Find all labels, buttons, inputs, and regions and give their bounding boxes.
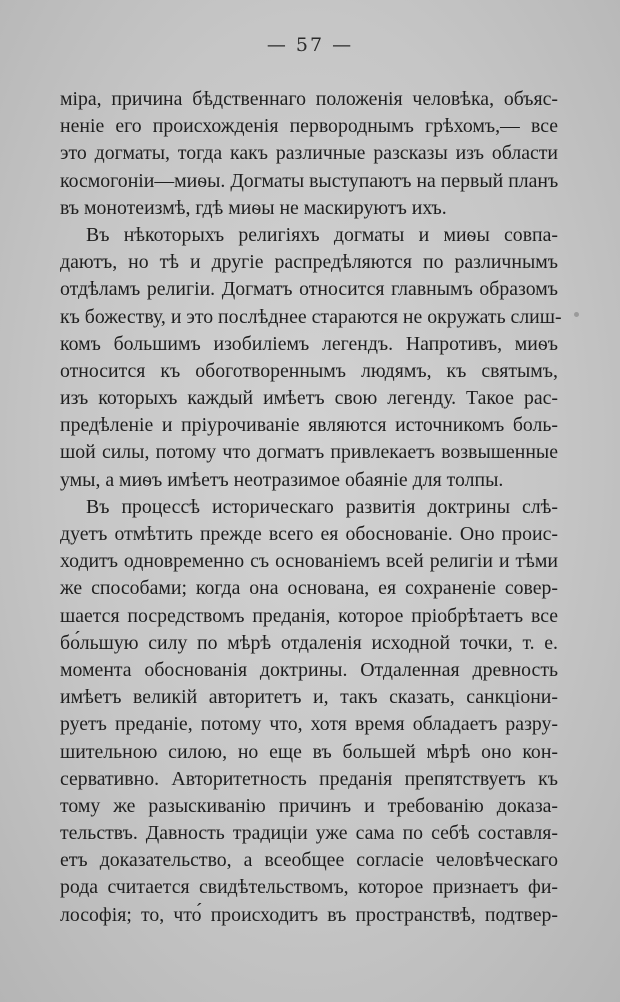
text-line: ходитъ одновременно съ основаніемъ всей религіи и тѣми <box>60 550 558 573</box>
text-line: шительною силою, но еще въ большей мѣрѣ оно кон- <box>60 740 558 763</box>
text-line: тому же разыскиванію причинъ и требованію доказа- <box>60 794 558 817</box>
text-line: етъ доказательство, а всеобщее согласіе человѣческаго <box>60 849 558 872</box>
text-line: относится къ обоготвореннымъ людямъ, къ святымъ, <box>60 359 558 382</box>
text-line: рода считается свидѣтельствомъ, которое признаетъ фи- <box>60 876 558 899</box>
text-line: Въ процессѣ историческаго развитія доктрины слѣ- <box>86 495 558 518</box>
text-line: умы, а миѳъ имѣетъ неотразимое обаяніе для толпы. <box>60 468 504 491</box>
text-line: изъ которыхъ каждый имѣетъ свою легенду. Такое рас- <box>60 387 558 410</box>
text-line: комъ большимъ изобиліемъ легендъ. Напротивъ, миѳъ <box>60 332 558 355</box>
text-line: сервативно. Авторитетность преданія препятствуетъ къ <box>60 767 558 790</box>
text-line: бо́льшую силу по мѣрѣ отдаленія исходной точки, т. е. <box>60 631 558 654</box>
text-line: даютъ, но тѣ и другіе распредѣляются по различнымъ <box>60 251 558 274</box>
page-number: — 57 — <box>266 34 354 56</box>
text-line: руетъ преданіе, потому что, хотя время обладаетъ разру- <box>60 713 558 736</box>
text-line: Въ нѣкоторыхъ религіяхъ догматы и миѳы совпа- <box>86 223 558 246</box>
text-line: шой силы, потому что догматъ привлекаетъ возвышенные <box>60 441 558 464</box>
text-line: предѣленіе и пріурочиваніе являются источникомъ боль- <box>60 414 558 437</box>
text-line: міра, причина бѣдственнаго положенія человѣка, объяс- <box>60 88 558 110</box>
text-line: шается посредствомъ преданія, которое пріобрѣтаетъ все <box>60 604 558 627</box>
text-line: момента обоснованія доктрины. Отдаленная древность <box>60 658 558 681</box>
text-line: тельствъ. Давность традиціи уже сама по себѣ составля- <box>60 822 558 845</box>
text-line: это догматы, тогда какъ различные разсказы изъ области <box>60 142 558 165</box>
text-line: имѣетъ великій авторитетъ и, такъ сказать, санкціони- <box>60 686 558 709</box>
text-line: космогоніи—миѳы. Догматы выступаютъ на первый планъ <box>60 169 559 192</box>
text-line: же способами; когда она основана, ея сохраненіе совер- <box>60 577 558 600</box>
text-line: къ божеству, и это послѣднее стараются не окружать слиш- <box>60 305 562 328</box>
text-line: отдѣламъ религіи. Догматъ относится главнымъ образомъ <box>60 278 558 301</box>
paper-speck <box>574 312 579 317</box>
text-line: неніе его происхожденія первороднымъ грѣхомъ,— все <box>60 115 558 138</box>
text-line: въ монотеизмѣ, гдѣ миѳы не маскируютъ ихъ. <box>60 196 447 219</box>
body-text <box>60 86 562 929</box>
text-line: лософія; то, что́ происходитъ въ пространствѣ, подтвер- <box>60 903 558 926</box>
text-line: дуетъ отмѣтить прежде всего ея обоснованіе. Оно проис- <box>60 523 558 545</box>
